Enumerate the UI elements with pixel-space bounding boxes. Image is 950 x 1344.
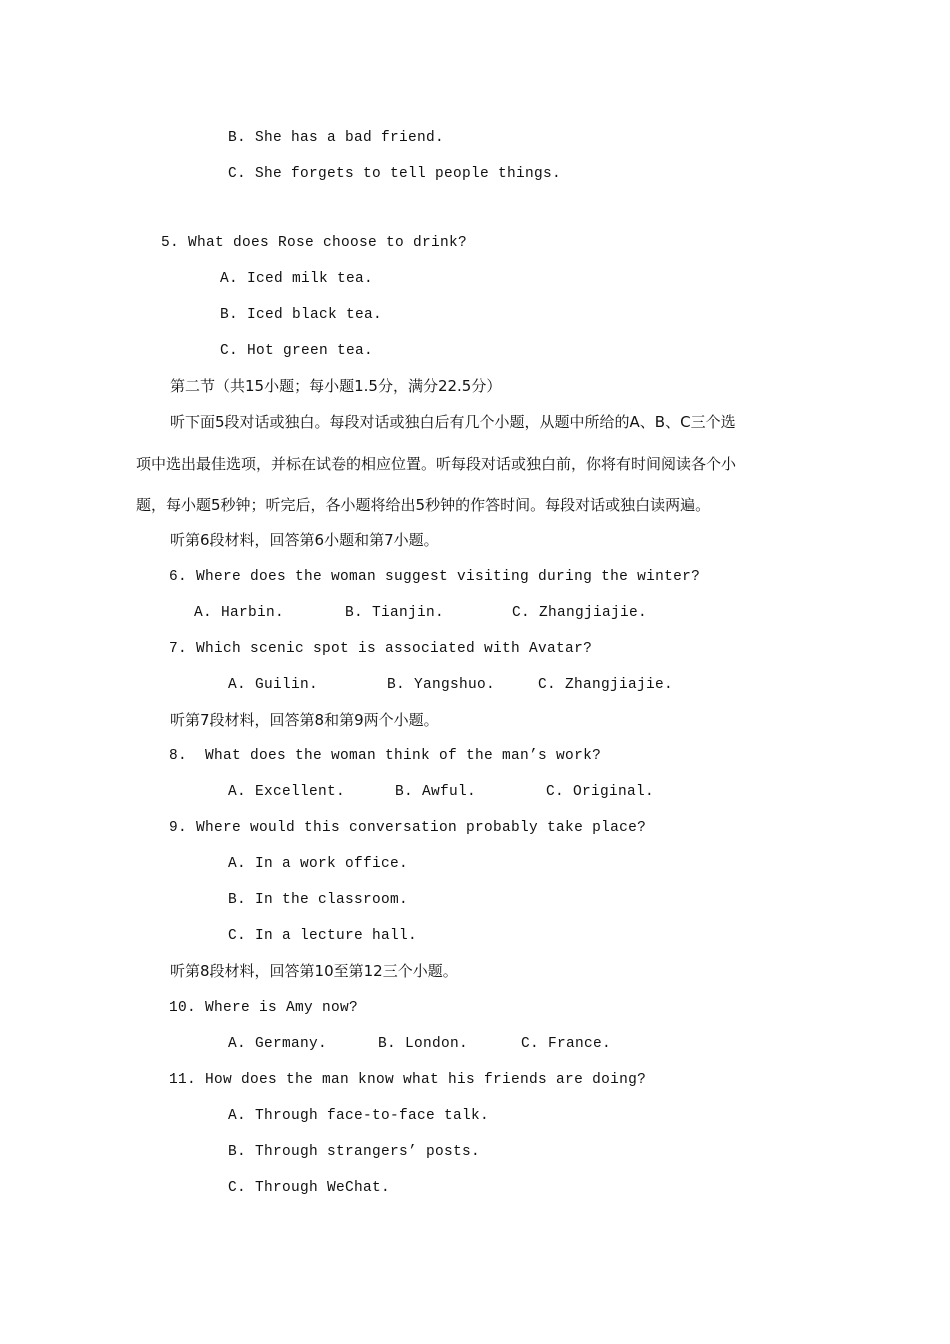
q11-question: 11. How does the man know what his friends are doing? [169, 1072, 647, 1088]
q9-option-b: B. In the classroom. [228, 892, 409, 908]
material8-intro: 听第8段材料，回答第10至第12三个小题。 [170, 962, 458, 980]
section2-instruction-line-2: 项中选出最佳选项，并标在试卷的相应位置。听每段对话或独白前，你将有时间阅读各个小 [136, 455, 737, 473]
q5-option-a: A. Iced milk tea. [220, 271, 374, 287]
q7-option-a: A. Guilin. [228, 677, 319, 693]
q8-option-a: A. Excellent. [228, 784, 346, 800]
q5-question: 5. What does Rose choose to drink? [161, 235, 468, 251]
q10-option-a: A. Germany. [228, 1036, 328, 1052]
q7-option-c: C. Zhangjiajie. [538, 677, 674, 693]
q10-option-c: C. France. [521, 1036, 612, 1052]
q9-question: 9. Where would this conversation probably take place? [169, 820, 647, 836]
q6-question: 6. Where does the woman suggest visiting during the winter? [169, 569, 701, 585]
material7-intro: 听第7段材料，回答第8和第9两个小题。 [170, 711, 439, 729]
q6-option-b: B. Tianjin. [345, 605, 445, 621]
q7-question: 7. Which scenic spot is associated with Avatar? [169, 641, 593, 657]
q7-option-b: B. Yangshuo. [387, 677, 496, 693]
q11-option-a: A. Through face-to-face talk. [228, 1108, 490, 1124]
section2-instruction-line-1: 听下面5段对话或独白。每段对话或独白后有几个小题，从题中所给的A、B、C三个选 [170, 413, 736, 431]
q11-option-c: C. Through WeChat. [228, 1180, 391, 1196]
q6-option-a: A. Harbin. [194, 605, 285, 621]
q8-option-b: B. Awful. [395, 784, 477, 800]
q10-question: 10. Where is Amy now? [169, 1000, 359, 1016]
q6-option-c: C. Zhangjiajie. [512, 605, 648, 621]
q4-option-c: C. She forgets to tell people things. [228, 166, 562, 182]
section2-heading: 第二节（共15小题；每小题1.5分，满分22.5分） [170, 377, 502, 395]
q8-question: 8. What does the woman think of the man’s work? [169, 748, 602, 764]
section2-instruction-line-3: 题，每小题5秒钟；听完后，各小题将给出5秒钟的作答时间。每段对话或独白读两遍。 [136, 496, 711, 514]
q9-option-c: C. In a lecture hall. [228, 928, 418, 944]
material6-intro: 听第6段材料，回答第6小题和第7小题。 [170, 531, 439, 549]
q9-option-a: A. In a work office. [228, 856, 409, 872]
q5-option-c: C. Hot green tea. [220, 343, 374, 359]
q4-option-b: B. She has a bad friend. [228, 130, 445, 146]
q5-option-b: B. Iced black tea. [220, 307, 383, 323]
q10-option-b: B. London. [378, 1036, 469, 1052]
q8-option-c: C. Original. [546, 784, 655, 800]
q11-option-b: B. Through strangers’ posts. [228, 1144, 481, 1160]
